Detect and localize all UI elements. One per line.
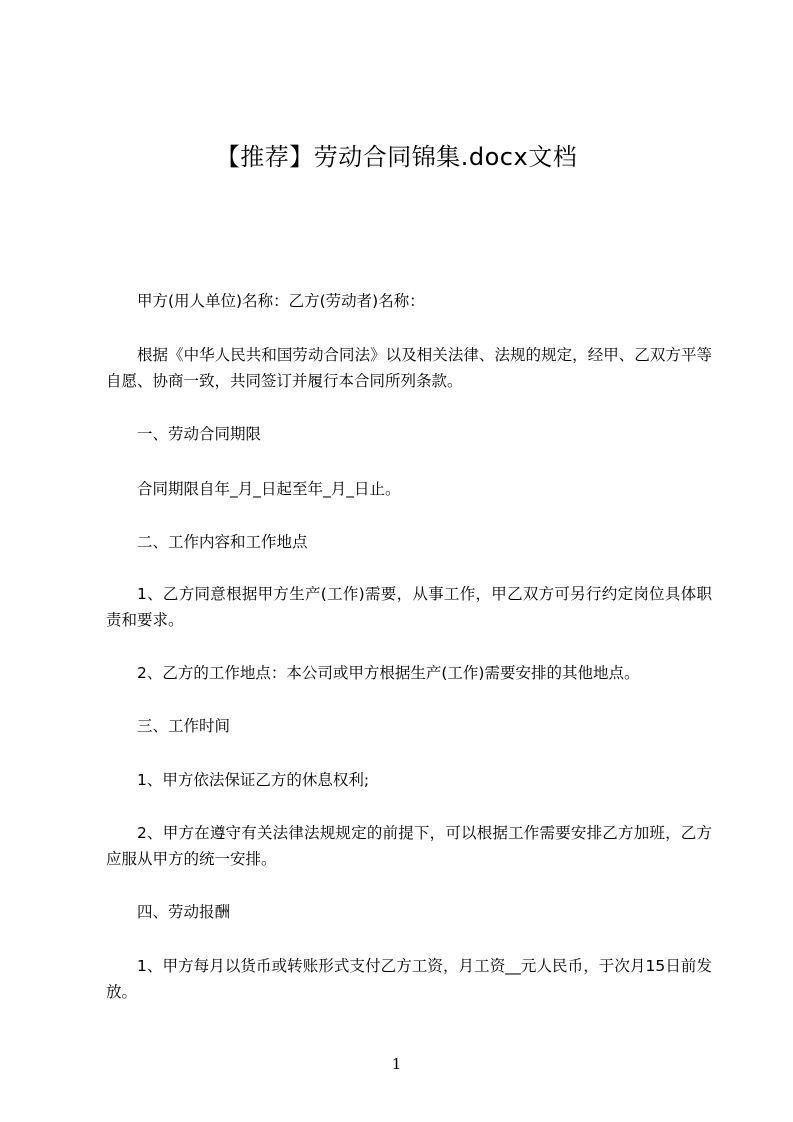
page-number: 1 (391, 1055, 402, 1073)
party-names: 甲方(用人单位)名称：乙方(劳动者)名称： (137, 292, 425, 310)
preamble-paragraph: 根据《中华人民共和国劳动合同法》以及相关法律、法规的规定，经甲、乙双方平等自愿、协商一致，共同签订并履行本合同所列条款。 (106, 346, 712, 390)
work-time-clause-1: 1、甲方依法保证乙方的休息权利; (137, 771, 370, 789)
remuneration-clause-1: 1、甲方每月以货币或转账形式支付乙方工资，月工资__元人民币，于次月15日前发放。 (106, 957, 712, 1001)
work-content-clause-1: 1、乙方同意根据甲方生产(工作)需要，从事工作，甲乙双方可另行约定岗位具体职责和要求。 (106, 585, 712, 629)
section-heading-contract-term: 一、劳动合同期限 (137, 425, 262, 443)
work-location-clause-2: 2、乙方的工作地点：本公司或甲方根据生产(工作)需要安排的其他地点。 (137, 664, 640, 682)
section-heading-work-content: 二、工作内容和工作地点 (137, 533, 308, 551)
section-heading-remuneration: 四、劳动报酬 (137, 903, 231, 921)
section-heading-work-time: 三、工作时间 (137, 717, 231, 735)
work-time-clause-2: 2、甲方在遵守有关法律法规规定的前提下，可以根据工作需要安排乙方加班，乙方应服从甲方的统一安排。 (106, 824, 712, 868)
document-title: 【推荐】劳动合同锦集.docx文档 (215, 143, 578, 171)
contract-term-paragraph: 合同期限自年_月_日起至年_月_日止。 (137, 480, 401, 498)
